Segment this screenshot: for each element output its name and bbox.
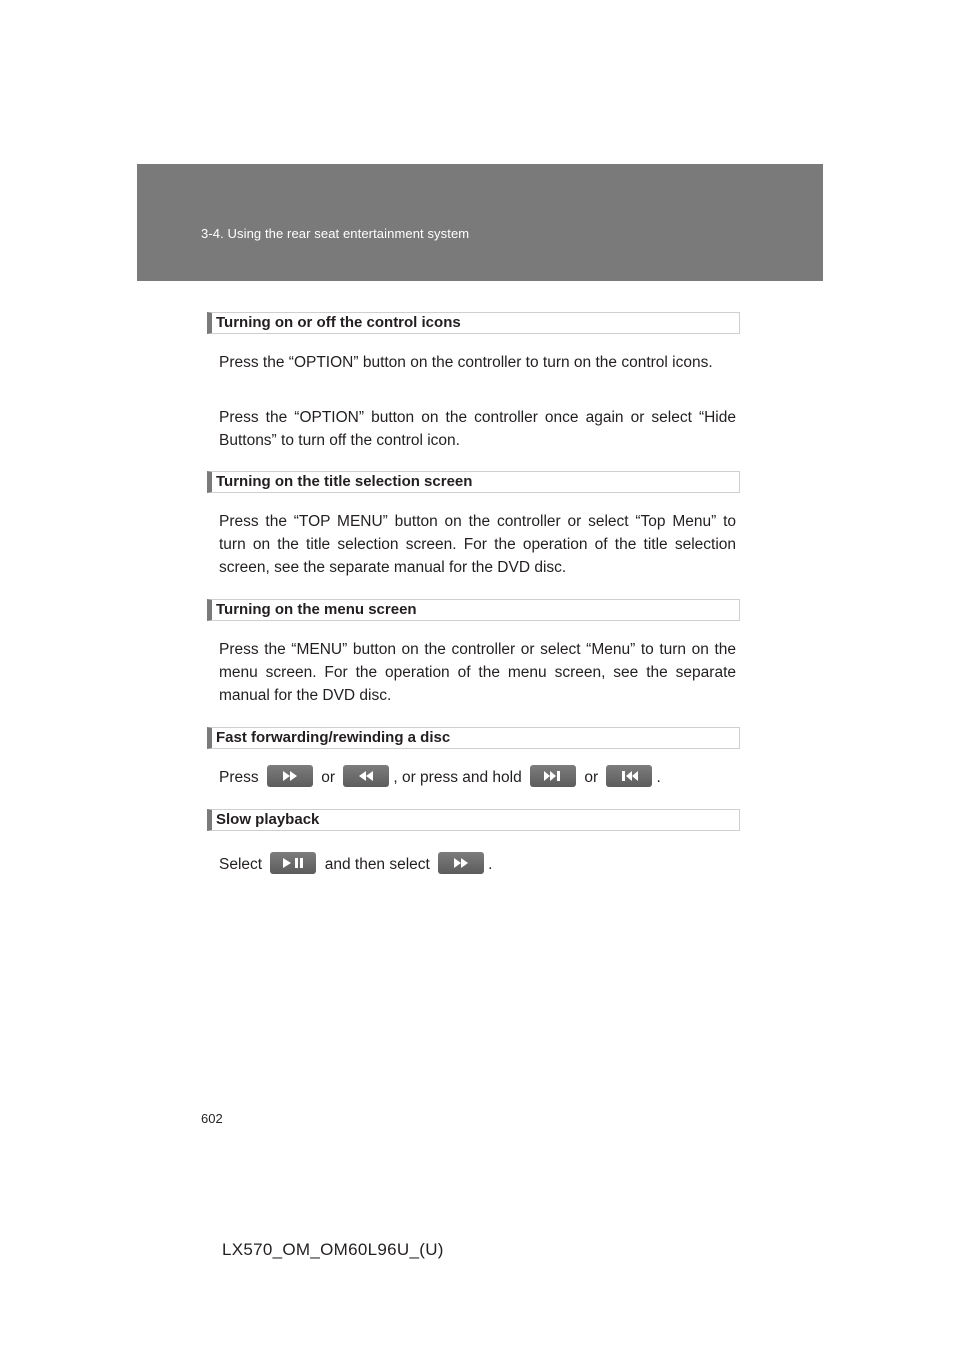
skip-forward-icon bbox=[530, 765, 576, 787]
fast-forward-icon bbox=[438, 852, 484, 874]
chapter-section-title: 3-4. Using the rear seat entertainment system bbox=[201, 226, 470, 241]
document-code: LX570_OM_OM60L96U_(U) bbox=[222, 1240, 444, 1259]
fast-forward-icon bbox=[267, 765, 313, 787]
section-heading-menu-screen: Turning on the menu screen bbox=[207, 599, 740, 621]
text-select: Select bbox=[219, 856, 263, 873]
text-period: . bbox=[488, 856, 493, 873]
section-heading-title-selection: Turning on the title selection screen bbox=[207, 471, 740, 493]
paragraph-menu-screen: Press the “MENU” button on the controller or select “Menu” to turn on the menu screen. For the operation of the menu screen, see the separate manual for the DVD disc. bbox=[219, 641, 736, 704]
page-number: 602 bbox=[201, 1111, 223, 1126]
text-and-then-select: and then select bbox=[324, 856, 430, 873]
fast-forward-instruction bbox=[219, 766, 661, 789]
paragraph-control-icons-off: Press the “OPTION” button on the controller once again or select “Hide Buttons” to turn off the control icon. bbox=[219, 409, 736, 449]
text-or: or bbox=[321, 769, 336, 786]
text-press: Press bbox=[219, 769, 259, 786]
text-period: . bbox=[656, 769, 661, 786]
rewind-icon bbox=[343, 765, 389, 787]
text-or: or bbox=[584, 769, 599, 786]
text-press-and-hold: , or press and hold bbox=[393, 769, 522, 786]
paragraph-control-icons-on: Press the “OPTION” button on the controller to turn on the control icons. bbox=[219, 354, 713, 371]
chapter-header-band bbox=[137, 164, 823, 281]
play-pause-icon bbox=[270, 852, 316, 874]
section-heading-fast-forward: Fast forwarding/rewinding a disc bbox=[207, 727, 740, 749]
paragraph-title-selection: Press the “TOP MENU” button on the controller or select “Top Menu” to turn on the title selection screen. For the operation of the title selection screen, see the separate manual for the DVD disc. bbox=[219, 513, 736, 576]
slow-playback-instruction bbox=[219, 853, 492, 876]
skip-backward-icon bbox=[606, 765, 652, 787]
section-heading-control-icons: Turning on or off the control icons bbox=[207, 312, 740, 334]
section-heading-slow-playback: Slow playback bbox=[207, 809, 740, 831]
